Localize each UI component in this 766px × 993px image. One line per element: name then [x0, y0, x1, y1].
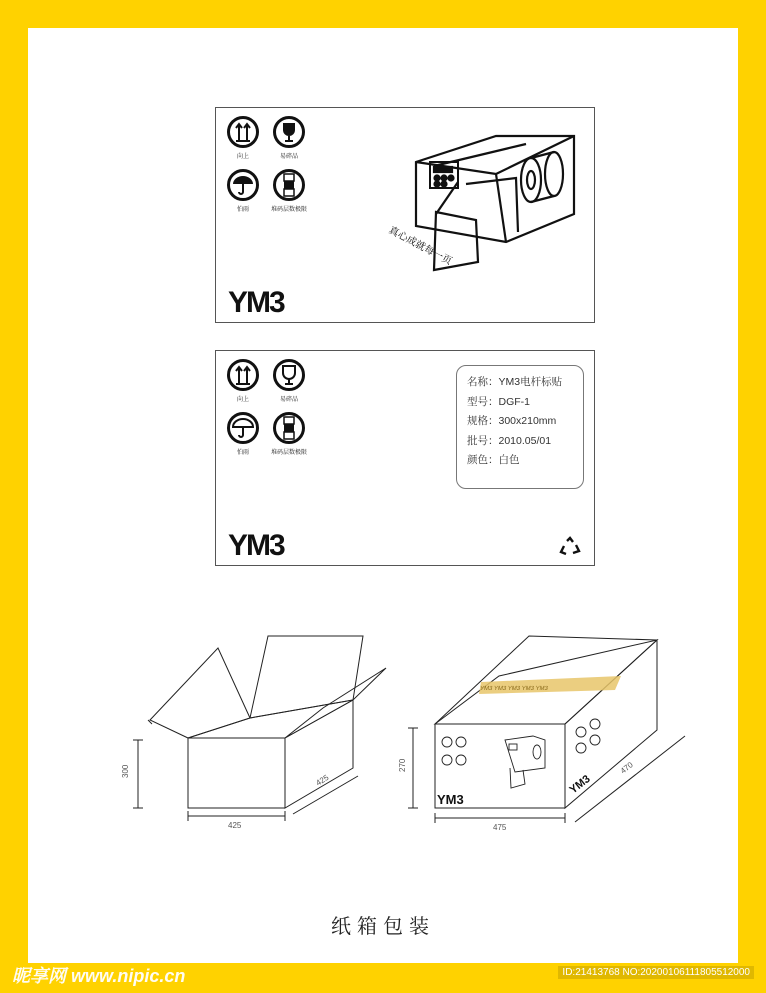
arrows-up-icon: [227, 116, 259, 148]
umbrella-icon: [227, 412, 259, 444]
symbol-this-way-up: [225, 359, 261, 403]
tape-text: YM3 YM3 YM3 YM3 YM3: [479, 686, 549, 692]
fragile-glass-icon: [273, 116, 305, 148]
info-batch: 批号：2010.05/01: [467, 434, 552, 447]
recycle-icon: [559, 537, 581, 557]
label-panel-info: [215, 350, 595, 566]
open-box-depth: 425: [314, 772, 331, 788]
stack-limit-icon: [273, 169, 305, 201]
closed-box-drawing: [395, 632, 695, 832]
symbol-label: 易碎品: [279, 154, 298, 160]
symbol-fragile: [271, 359, 307, 403]
box-front-logo: YM3: [437, 792, 464, 807]
closed-box-height: 270: [398, 758, 407, 772]
info-color: 颜色：白色: [467, 454, 520, 466]
symbol-label: 怕雨: [236, 450, 249, 456]
product-info-box: [456, 365, 584, 489]
printer-illustration: [386, 122, 606, 292]
umbrella-icon: [227, 169, 259, 201]
watermark-id: ID:21413768 NO:20200106111805512000: [558, 966, 754, 979]
symbol-fragile: [271, 116, 307, 160]
closed-box-width: 475: [493, 823, 507, 832]
open-box-drawing: [118, 628, 388, 838]
info-model: 型号：DGF-1: [467, 395, 530, 408]
symbol-stack-limit: [271, 412, 307, 456]
symbol-this-way-up: [225, 116, 261, 160]
info-spec: 规格：300x210mm: [467, 415, 557, 427]
symbol-label: 易碎品: [279, 397, 298, 403]
box-symbols: [442, 736, 545, 788]
stack-limit-icon: [273, 412, 305, 444]
symbol-label: 堆码层数极限: [271, 207, 308, 213]
symbol-label: 怕雨: [236, 207, 249, 213]
symbol-keep-dry: [225, 169, 261, 213]
info-name: 名称：YM3电杆标贴: [467, 376, 563, 388]
symbol-label: 堆码层数极限: [271, 450, 308, 456]
brand-logo: YM3: [228, 529, 284, 562]
box-side-logo: YM3: [567, 772, 593, 797]
label-panel-printer: [215, 107, 595, 323]
drawing-caption: 纸箱包装: [331, 914, 435, 938]
symbol-keep-dry: [225, 412, 261, 456]
slogan-text: 真心成就每一页: [386, 224, 454, 268]
brand-logo: YM3: [228, 286, 284, 319]
symbol-stack-limit: [271, 169, 307, 213]
closed-box-depth: 470: [618, 760, 635, 776]
symbol-label: 向上: [236, 154, 249, 160]
open-box-width: 425: [228, 821, 242, 830]
symbol-label: 向上: [236, 397, 249, 403]
arrows-up-icon: [227, 359, 259, 391]
watermark-site: 昵享网 www.nipic.cn: [12, 966, 186, 986]
open-box-height: 300: [121, 764, 130, 778]
fragile-glass-icon: [273, 359, 305, 391]
